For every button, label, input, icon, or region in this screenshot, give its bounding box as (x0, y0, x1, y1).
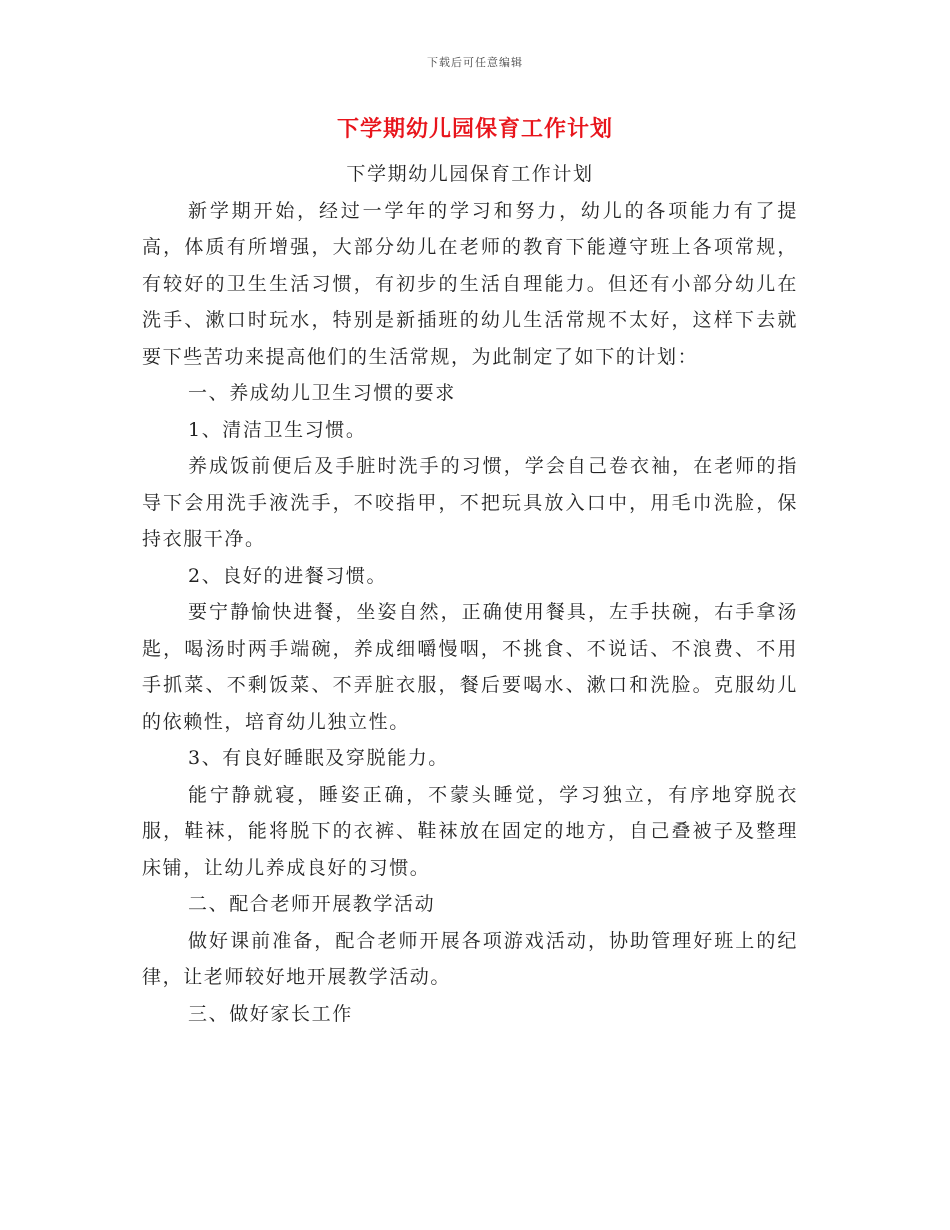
subheading-eating: 2、良好的进餐习惯。 (188, 564, 388, 587)
intro-paragraph: 新学期开始，经过一学年的学习和努力，幼儿的各项能力有了提高，体质有所增强，大部分幼儿在老师的教育下能遵守班上各项常规，有较好的卫生生活习惯，有初步的生活自理能力。但还有小部分幼儿在洗手、漱口时玩水，特别是新插班的幼儿生活常规不太好，这样下去就要下些苦功来提高他们的生活常规，为此制定了如下的计划： (142, 199, 798, 368)
document-subtitle: 下学期幼儿园保育工作计划 (346, 163, 594, 185)
section-heading-teaching: 二、配合老师开展教学活动 (188, 893, 436, 915)
document-title: 下学期幼儿园保育工作计划 (336, 116, 613, 142)
subheading-cleanliness: 1、清洁卫生习惯。 (188, 418, 367, 441)
section-heading-hygiene: 一、养成幼儿卫生习惯的要求 (188, 382, 456, 404)
paragraph-cleanliness: 养成饭前便后及手脏时洗手的习惯，学会自己卷衣袖，在老师的指导下会用洗手液洗手，不咬指甲，不把玩具放入口中，用毛巾洗脸，保持衣服干净。 (142, 455, 798, 550)
paragraph-eating: 要宁静愉快进餐，坐姿自然，正确使用餐具，左手扶碗，右手拿汤匙，喝汤时两手端碗，养成细嚼慢咽，不挑食、不说话、不浪费、不用手抓菜、不剩饭菜、不弄脏衣服，餐后要喝水、漱口和洗脸。克服幼儿的依赖性，培育幼儿独立性。 (142, 601, 798, 733)
header-note: 下载后可任意编辑 (427, 56, 523, 69)
subheading-sleep: 3、有良好睡眠及穿脱能力。 (188, 747, 449, 769)
document-body (142, 156, 798, 1032)
paragraph-teaching: 做好课前准备，配合老师开展各项游戏活动，协助管理好班上的纪律，让老师较好地开展教学活动。 (142, 929, 798, 988)
paragraph-sleep: 能宁静就寝，睡姿正确，不蒙头睡觉，学习独立，有序地穿脱衣服，鞋袜，能将脱下的衣裤、鞋袜放在固定的地方，自己叠被子及整理床铺，让幼儿养成良好的习惯。 (142, 783, 798, 879)
section-heading-parents: 三、做好家长工作 (188, 1002, 353, 1025)
